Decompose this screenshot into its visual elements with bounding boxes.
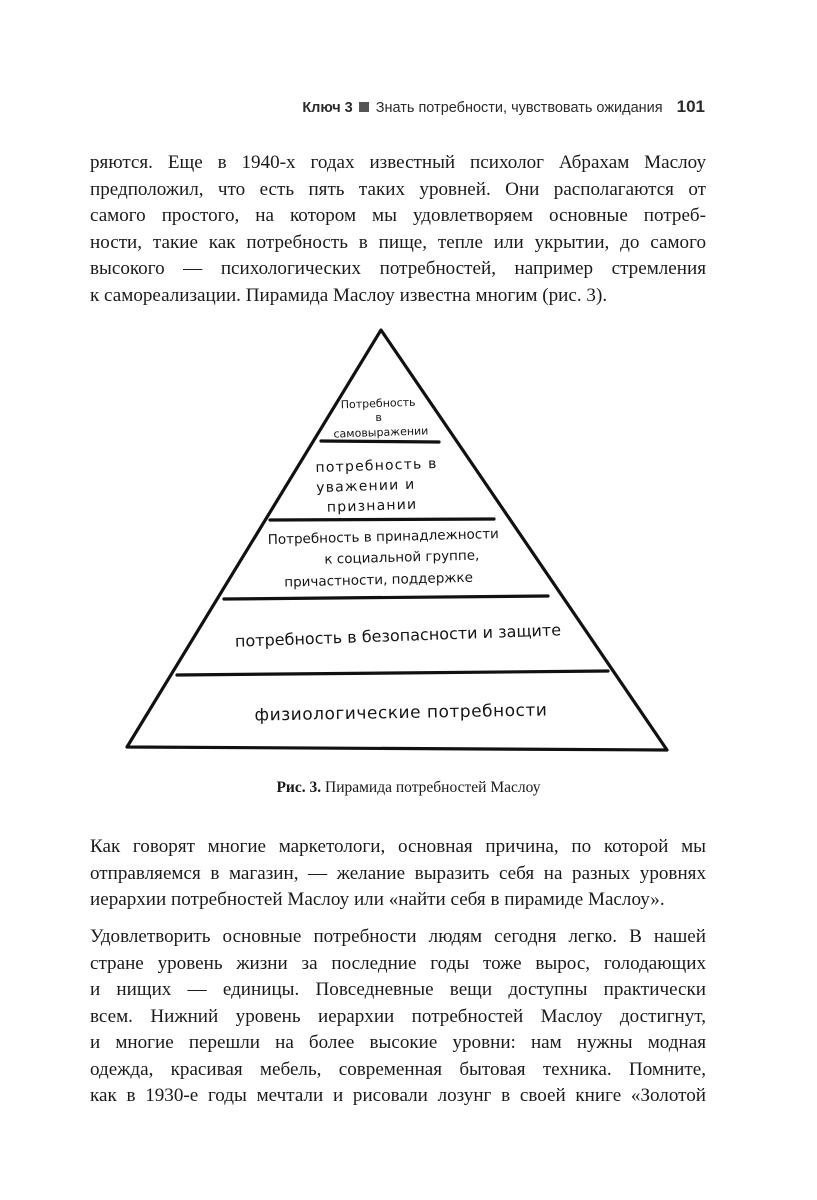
paragraph-1: [90, 150, 706, 309]
text-line: иерархии потребностей Маслоу или «найти себя в пирамиде Маслоу».: [90, 889, 665, 910]
paragraph-2: [90, 834, 706, 914]
pyramid-level-1-label: Потребность в самовыражении: [333, 395, 429, 441]
text-line: ности, такие как потребность в пище, тепле или укрытии, до самого: [90, 231, 706, 253]
caption-text: Пирамида потребностей Маслоу: [321, 779, 541, 796]
text-line: высокого — психологических потребностей, например стремления: [90, 258, 706, 279]
pyramid-level-3-label: Потребность в принадлежности к социальной группе, причастности, поддержке: [267, 526, 500, 591]
text-line: отправляемся в магазин, — желание выразить себя на разных уровнях: [90, 862, 706, 884]
paragraph-3: [90, 924, 706, 1110]
pyramid-drawing: [116, 326, 676, 762]
running-head: [0, 97, 705, 117]
text-line: стране уровень жизни за последние годы тоже вырос, голодающих: [90, 952, 706, 974]
pyramid-level-5-label: физиологические потребности: [254, 700, 548, 726]
text-line: ряются. Еще в 1940-х годах известный психолог Абрахам Маслоу: [90, 152, 706, 173]
maslow-pyramid-figure: [116, 326, 676, 762]
pyramid-level-4-label: потребность в безопасности и защите: [234, 620, 562, 651]
text-line: и многие перешли на более высокие уровни: нам нужны модная: [90, 1032, 706, 1053]
text-line: предположил, что есть пять таких уровней. Они располагаются от: [90, 178, 706, 200]
text-line: Удовлетворить основные потребности людям сегодня легко. В нашей: [90, 926, 706, 947]
figure-caption: [0, 779, 817, 797]
chapter-title: Знать потребности, чувствовать ожидания: [375, 100, 663, 116]
square-bullet-icon: [359, 102, 369, 112]
text-line: одежда, красивая мебель, современная бытовая техника. Помните,: [90, 1058, 706, 1080]
chapter-key: Ключ 3: [302, 100, 353, 116]
text-line: как в 1930-е годы мечтали и рисовали лозунг в своей книге «Золотой: [90, 1085, 706, 1106]
text-line: и нищих — единицы. Повседневные вещи доступны практически: [90, 979, 706, 1000]
pyramid-level-2-label: потребность в уважении и признании: [315, 455, 438, 516]
text-line: самого простого, на котором мы удовлетворяем основные потреб-: [90, 205, 706, 226]
caption-label: Рис. 3.: [276, 779, 322, 796]
page-number: 101: [676, 97, 705, 116]
text-line: к самореализации. Пирамида Маслоу известна многим (рис. 3).: [90, 284, 608, 306]
text-line: всем. Нижний уровень иерархии потребностей Маслоу достигнут,: [90, 1005, 706, 1027]
text-line: Как говорят многие маркетологи, основная причина, по которой мы: [90, 836, 706, 857]
